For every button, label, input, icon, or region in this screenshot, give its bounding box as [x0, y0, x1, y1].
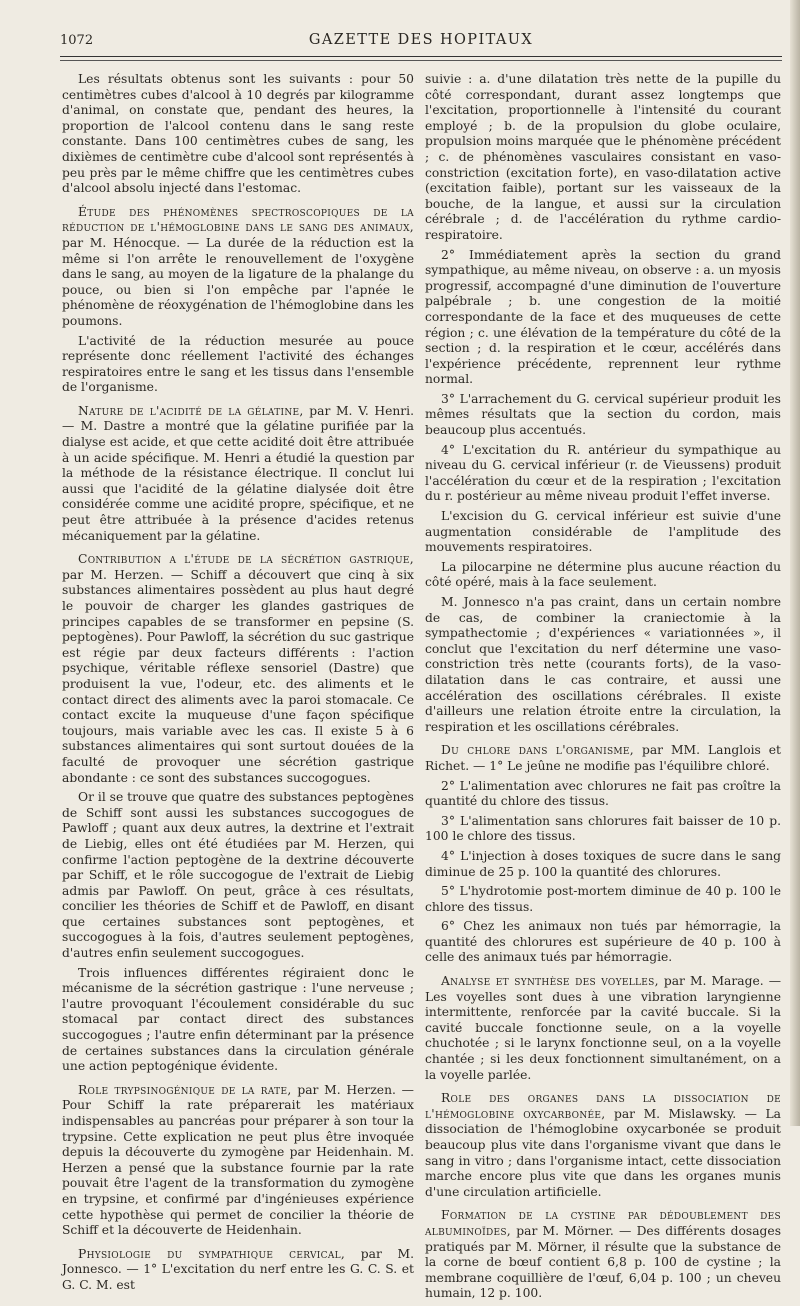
- section-secretion-gastrique: [62, 552, 414, 786]
- section-text: — Pour Schiff la rate préparerait les matériaux indispensables au pancréas pour préparer à son tour la trypsine. Cette explication ne peut plus être invoquée depuis la découverte du zymogène par Heidenhain. M. Herzen a pensé que la substance fournie par la rate pouvait être l'agent de la transformation du zymogène en trypsine, et confirmé par d'ingénieuses expérience cette hypothèse qui permet de concilier la théorie de Schiff et la découverte de Heidenhain.: [62, 1082, 414, 1238]
- section-text: — La dissociation de l'hémoglobine oxycarbonée se produit beaucoup plus vite dans l'organisme vivant que dans le sang in vitro ; dans l'organisme intact, cette dissociation marche encore plus vite que dans les organes munis d'une circulation artificielle.: [425, 1106, 781, 1199]
- paragraph: 4° L'injection à doses toxiques de sucre dans le sang diminue de 25 p. 100 la quantité des chlorures.: [425, 848, 781, 879]
- paragraph: 4° L'excitation du R. antérieur du sympathique au niveau du G. cervical inférieur (r. de Vieussens) produit l'accélération du cœur et de la respiration ; l'excitation du r. postérieur au même niveau produit l'effet inverse.: [425, 442, 781, 504]
- section-text: — M. Dastre a montré que la gélatine purifiée par la dialyse est acide, et que cette acidité doit être attribuée à un acide spécifique. M. Henri a étudié la question par la méthode de la résistance électrique. Il conclut lui aussi que l'acidité de la gélatine dialysée doit être considérée comme une acidité propre, spécifique, et ne peut être attribuée à la présence d'acides retenus mécaniquement par la gélatine.: [62, 419, 414, 543]
- section-author: par M. Marage.: [663, 974, 764, 989]
- section-chlore: [425, 743, 781, 774]
- section-voyelles: [425, 974, 781, 1083]
- paragraph: L'excision du G. cervical inférieur est suivie d'une augmentation considérable de l'amplitude des mouvements respiratoires.: [425, 509, 781, 555]
- section-author: par M. Herzen.: [297, 1082, 396, 1097]
- section-cystine: [425, 1208, 781, 1302]
- section-gelatine: [62, 404, 414, 544]
- section-title: Physiologie du sympathique cervical,: [78, 1246, 346, 1261]
- header-rule: [60, 56, 782, 57]
- section-text: — Les voyelles sont dues à une vibration laryngienne intermittente, renforcée par la cavité buccale. Si la cavité buccale fonctionne seule, on a la voyelle chuchotée ; si le larynx fonctionne seul, on a la voyelle chantée ; si les deux fonctionnent simultanément, on a la voyelle parlée.: [425, 974, 781, 1082]
- section-text: — La durée de la réduction est la même si l'on arrête le renouvellement de l'oxygène dans le sang, au moyen de la ligature de la phalange du pouce, ou bien si l'on empêche par l'apnée le phénomène de réoxygénation de l'hémoglobine dans les poumons.: [62, 235, 414, 328]
- section-rate: [62, 1083, 414, 1239]
- page-header: [60, 30, 782, 54]
- section-author: par M. Herzen.: [62, 567, 164, 582]
- section-title: Nature de l'acidité de la gélatine,: [78, 403, 304, 418]
- section-author: par M. Mörner.: [516, 1223, 614, 1238]
- section-hemoglobine-oxycarbonee: [425, 1091, 781, 1200]
- paragraph: 5° L'hydrotomie post-mortem diminue de 40 p. 100 le chlore des tissus.: [425, 884, 781, 914]
- section-title: Formation de la cystine par dédoublement des albuminoïdes,: [425, 1208, 781, 1238]
- section-author: par M. Mislawsky.: [613, 1106, 737, 1121]
- paragraph: 3° L'arrachement du G. cervical supérieur produit les mêmes résultats que la section du cordon, mais beaucoup plus accentués.: [425, 391, 781, 438]
- section-text: — 1° L'excitation du nerf entre les G. C. S. et G. C. M. est: [62, 1262, 414, 1292]
- section-text: — Schiff a découvert que cinq à six substances alimentaires possèdent au plus haut degré le pouvoir de charger les glandes gastriques de principes capables de se transformer en pepsine (S. peptogènes). Pour Pawloff, la sécrétion du suc gastrique est régie par deux facteurs différents : l'action psychique, véritable réflexe sensoriel (Dastre) que produisent la vue, l'odeur, etc. des aliments et le contact direct des aliments avec la paroi stomacale. Ce contact excite la muqueuse d'une façon spécifique toujours, mais variable avec les cas. Il existe 5 à 6 substances alimentaires qui sont surtout douées de la faculté de provoquer une sécrétion gastrique abondante : ce sont des substances succogogues.: [62, 567, 414, 785]
- section-title: Analyse et synthèse des voyelles,: [441, 974, 659, 989]
- section-author: par MM. Langlois et Richet.: [425, 743, 781, 773]
- paragraph: 6° Chez les animaux non tués par hémorragie, la quantité des chlorures est supérieure de 40 p. 100 à celle des animaux tués par hémorragie.: [425, 919, 781, 965]
- paragraph: 3° L'alimentation sans chlorures fait baisser de 10 p. 100 le chlore des tissus.: [425, 813, 781, 844]
- section-author: par M. Hénocque.: [62, 235, 181, 250]
- journal-title: GAZETTE DES HOPITAUX: [308, 32, 534, 48]
- paragraph: 2° L'alimentation avec chlorures ne fait pas croître la quantité du chlore des tissus.: [425, 778, 781, 809]
- page-edge-shadow: [790, 0, 800, 1126]
- section-author: par M. V. Henri.: [309, 403, 414, 418]
- section-title: Du chlore dans l'organisme,: [441, 743, 635, 758]
- page-number: 1072: [60, 33, 94, 48]
- paragraph: suivie : a. d'une dilatation très nette de la pupille du côté correspondant, durant assez longtemps que l'excitation, proportionnelle à l'intensité du courant employé ; b. de la propulsion du globe oculaire, propulsion moins marquée que le phénomène précédent ; c. de phénomènes vasculaires consistant en vaso-constriction (excitation forte), en vaso-dilatation active (excitation faible), portant sur les vaisseaux de la bouche, de la langue, et aussi sur la circulation cérébrale ; d. de l'accélération du rythme cardio-respiratoire.: [425, 72, 781, 242]
- section-hemoglobine: [62, 205, 414, 330]
- paragraph: Or il se trouve que quatre des substances peptogènes de Schiff sont aussi les substances succogogues de Pawloff ; quant aux deux autres, la dextrine et l'extrait de Liebig, elles ont été étudiées par M. Herzen, qui confirme l'action peptogène de la dextrine découverte par Schiff, et le rôle succogogue de l'extrait de Liebig admis par Pawloff. On peut, grâce à ces résultats, concilier les théories de Schiff et de Pawloff, en disant que certaines substances sont peptogènes, et succogogues à la fois, d'autres seulement peptogènes, d'autres enfin seulement succogogues.: [62, 790, 414, 961]
- paragraph: Les résultats obtenus sont les suivants : pour 50 centimètres cubes d'alcool à 10 degrés par kilogramme d'animal, on constate que, pendant des heures, la proportion de l'alcool contenu dans le sang reste constante. Dans 100 centimètres cubes de sang, les dixièmes de centimètre cube d'alcool sont représentés à peu près par le même chiffre que les centimètres cubes d'alcool absolu injecté dans l'estomac.: [62, 72, 414, 196]
- section-title: Étude des phénomènes spectroscopiques de la réduction de l'hémoglobine dans le sang des animaux,: [62, 204, 414, 235]
- section-sympathique: [62, 1247, 414, 1294]
- section-title: Contribution a l'étude de la sécrétion gastrique,: [78, 552, 414, 567]
- paragraph: 2° Immédiatement après la section du grand sympathique, au même niveau, on observe : a. un myosis progressif, accompagné d'une diminution de l'ouverture palpébrale ; b. une congestion de la moitié correspondante de la face et des muqueuses de cette région ; c. une élévation de la température du côté de la section ; d. la respiration et le cœur, accélérés dans l'expérience précédente, reprennent leur rythme normal.: [425, 247, 781, 387]
- section-author: par M. Jonnesco.: [62, 1246, 414, 1277]
- section-text: — 1° Le jeûne ne modifie pas l'équilibre chloré.: [469, 758, 770, 773]
- paragraph: Trois influences différentes régiraient donc le mécanisme de la sécrétion gastrique : l'une nerveuse ; l'autre provoquant l'écoulement considérable du suc stomacal par contact direct des substances succogogues ; l'autre enfin déterminant par la présence de certaines substances dans la circulation générale une action peptogénique évidente.: [62, 965, 414, 1074]
- left-column: [62, 72, 414, 1298]
- section-title: Role trypsinogénique de la rate,: [78, 1082, 292, 1097]
- right-column: [425, 72, 781, 1306]
- section-text: — Des différents dosages pratiqués par M. Mörner, il résulte que la substance de la corne de bœuf contient 6,8 p. 100 de cystine ; la membrane coquillière de l'œuf, 6,04 p. 100 ; un cheveu humain, 12 p. 100.: [425, 1223, 781, 1301]
- header-rule-thin: [60, 60, 782, 61]
- paragraph: L'activité de la réduction mesurée au pouce représente donc réellement l'activité des échanges respiratoires entre le sang et les tissus dans l'ensemble de l'organisme.: [62, 333, 414, 395]
- paragraph: La pilocarpine ne détermine plus aucune réaction du côté opéré, mais à la face seulement.: [425, 559, 781, 590]
- section-title: Role des organes dans la dissociation de l'hémoglobine oxycarbonée,: [425, 1091, 781, 1121]
- paragraph: M. Jonnesco n'a pas craint, dans un certain nombre de cas, de combiner la craniectomie à la sympathectomie ; d'expériences « variationnées », il conclut que l'excitation du nerf détermine une vaso-constriction très nette (courants forts), de la vaso-dilatation dans le cas contraire, et aussi une accélération des oscillations cérébrales. Il existe d'ailleurs une relation étroite entre la circulation, la respiration et les oscillations cérébrales.: [425, 595, 781, 734]
